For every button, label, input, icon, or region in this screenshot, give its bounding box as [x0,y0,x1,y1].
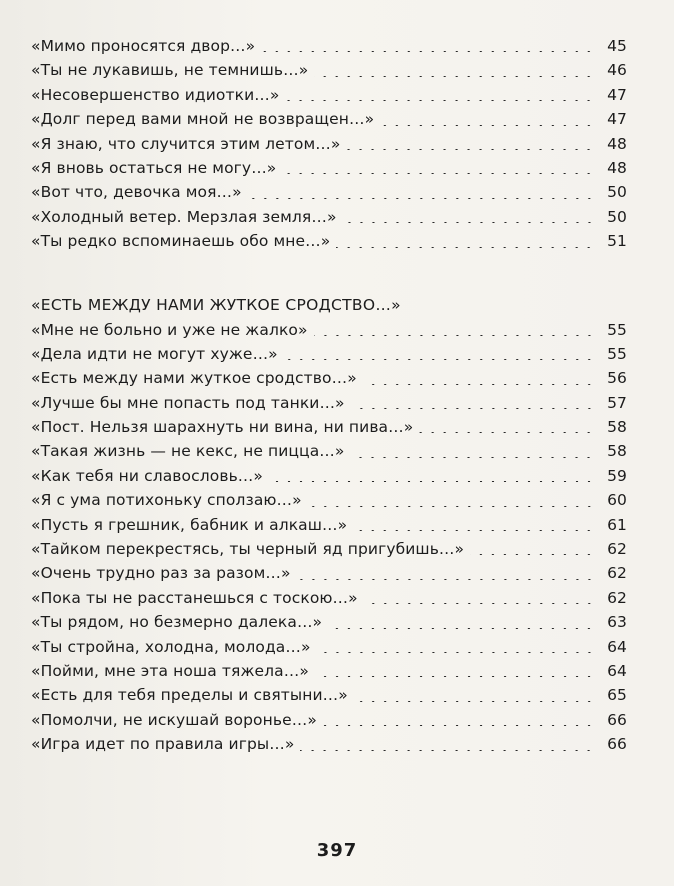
toc-entry-title: «Вот что, девочка моя…» [31,183,242,202]
toc-entry [31,464,627,488]
toc-entry-title: «Пойми, мне эта ноша тяжела…» [31,661,309,680]
toc-entry [31,610,627,634]
dot-leader [380,125,595,126]
dot-leader [350,457,595,458]
toc-entry-title: «Пусть я грешник, бабник и алкаш…» [31,515,348,534]
toc-entry-page: 47 [607,85,627,104]
toc-entry-page: 48 [607,134,627,153]
toc-entry-title: «Тайком перекрестясь, ты черный яд пригубишь…» [31,540,465,559]
dot-leader [336,247,595,248]
dot-leader [300,750,595,751]
dot-leader [314,335,595,336]
toc-entry-page: 63 [607,613,627,632]
toc-entry-title: «Очень трудно раз за разом…» [31,564,291,583]
dot-leader [315,676,595,677]
toc-entry-title: «Помолчи, не искушай воронье…» [31,710,317,729]
dot-leader [470,554,595,555]
toc-entry-page: 50 [607,183,627,202]
toc-entry [31,229,627,253]
toc-entry [31,439,627,463]
toc-entry-page: 47 [607,110,627,129]
toc-entry-title: «Мимо проносятся двор…» [31,37,256,55]
dot-leader [269,481,595,482]
toc-entry-page: 62 [607,540,627,559]
toc-entry-page: 58 [607,418,627,437]
toc-entry [31,180,627,204]
toc-entry [31,83,627,107]
toc-entry-page: 59 [607,466,627,485]
toc-entry-page: 64 [607,637,627,656]
toc-entry [31,561,627,585]
toc-entry [31,132,627,156]
toc-entry-page: 51 [607,232,627,251]
toc-entry [31,318,627,342]
dot-leader [314,76,595,77]
toc-entry-title: «Несовершенство идиотки…» [31,85,280,104]
toc-entry [31,415,627,439]
dot-leader [353,530,595,531]
page-number: 397 [316,840,358,861]
toc-entry [31,205,627,229]
toc-entry [31,488,627,512]
toc-entry-page: 60 [607,491,627,510]
toc-entry-title: «Мне не больно и уже не жалко» [31,320,308,339]
toc-entry-page: 46 [607,61,627,80]
toc-entry-page: 50 [607,207,627,226]
toc-entry [31,732,627,756]
toc-entry [31,58,627,82]
toc-entry-page: 65 [607,686,627,705]
toc-entry-page: 61 [607,515,627,534]
dot-leader [248,198,595,199]
toc-entry-title: «Есть для тебя пределы и святыни…» [31,686,348,705]
dot-leader [354,701,595,702]
toc-entry-page: 66 [607,710,627,729]
toc-entry-title: «Я знаю, что случится этим летом…» [31,134,341,153]
toc-entry [31,34,627,58]
toc-entry-title: «Пост. Нельзя шарахнуть ни вина, ни пива…» [31,418,414,437]
dot-leader [297,579,595,580]
toc-entry-title: «Ты не лукавишь, не темнишь…» [31,61,309,80]
toc-entry-title: «Лучше бы мне попасть под танки…» [31,393,345,412]
toc-entry-title: «Ты рядом, но безмерно далека…» [31,613,323,632]
toc-entry [31,107,627,131]
dot-leader [285,100,595,101]
toc-entry-title: «Игра идет по правила игры…» [31,735,295,754]
toc-entry-page: 64 [607,661,627,680]
toc-group-1 [31,34,627,254]
toc-entry [31,391,627,415]
toc-entry-title: «Как тебя ни славословь…» [31,466,263,485]
toc-entry [31,513,627,537]
toc-entry-page: 57 [607,393,627,412]
toc-entry [31,659,627,683]
toc-entry-page: 66 [607,735,627,754]
toc-group-2 [31,318,627,757]
toc-entry [31,586,627,610]
toc-entry-title: «Ты стройна, холодна, молода…» [31,637,311,656]
toc-entry [31,683,627,707]
toc-entry-title: «Дела идти не могут хуже…» [31,344,278,363]
toc-entry-page: 55 [607,344,627,363]
toc-entry-page: 58 [607,442,627,461]
dot-leader [351,408,595,409]
dot-leader [419,432,595,433]
toc-entry-title: «Пока ты не расстанешься с тоскою…» [31,588,358,607]
toc-entry [31,156,627,180]
toc-entry-title: «Я вновь остаться не могу…» [31,158,277,177]
toc-entry [31,366,627,390]
toc-entry-page: 45 [607,37,627,55]
dot-leader [282,173,595,174]
dot-leader [364,603,595,604]
toc-entry-page: 62 [607,564,627,583]
toc-entry [31,537,627,561]
dot-leader [317,652,595,653]
toc-entry [31,635,627,659]
toc-entry-page: 56 [607,369,627,388]
toc-entry-title: «Холодный ветер. Мерзлая земля…» [31,207,337,226]
dot-leader [328,628,595,629]
toc-entry-title: «Есть между нами жуткое сродство…» [31,369,357,388]
toc-entry-page: 62 [607,588,627,607]
dot-leader [261,51,595,52]
dot-leader [346,149,595,150]
dot-leader [308,506,595,507]
section-title: «ЕСТЬ МЕЖДУ НАМИ ЖУТКОЕ СРОДСТВО…» [31,295,401,314]
toc-entry-title: «Долг перед вами мной не возвращен…» [31,110,375,129]
table-of-contents [31,34,627,757]
toc-entry-title: «Я с ума потихоньку сползаю…» [31,491,302,510]
toc-entry-page: 55 [607,320,627,339]
toc-entry-page: 48 [607,158,627,177]
toc-entry-title: «Такая жизнь — не кекс, не пицца…» [31,442,345,461]
toc-entry-title: «Ты редко вспоминаешь обо мне…» [31,232,331,251]
toc-entry [31,708,627,732]
toc-entry [31,342,627,366]
dot-leader [284,359,595,360]
dot-leader [323,725,595,726]
dot-leader [363,384,595,385]
dot-leader [343,222,595,223]
